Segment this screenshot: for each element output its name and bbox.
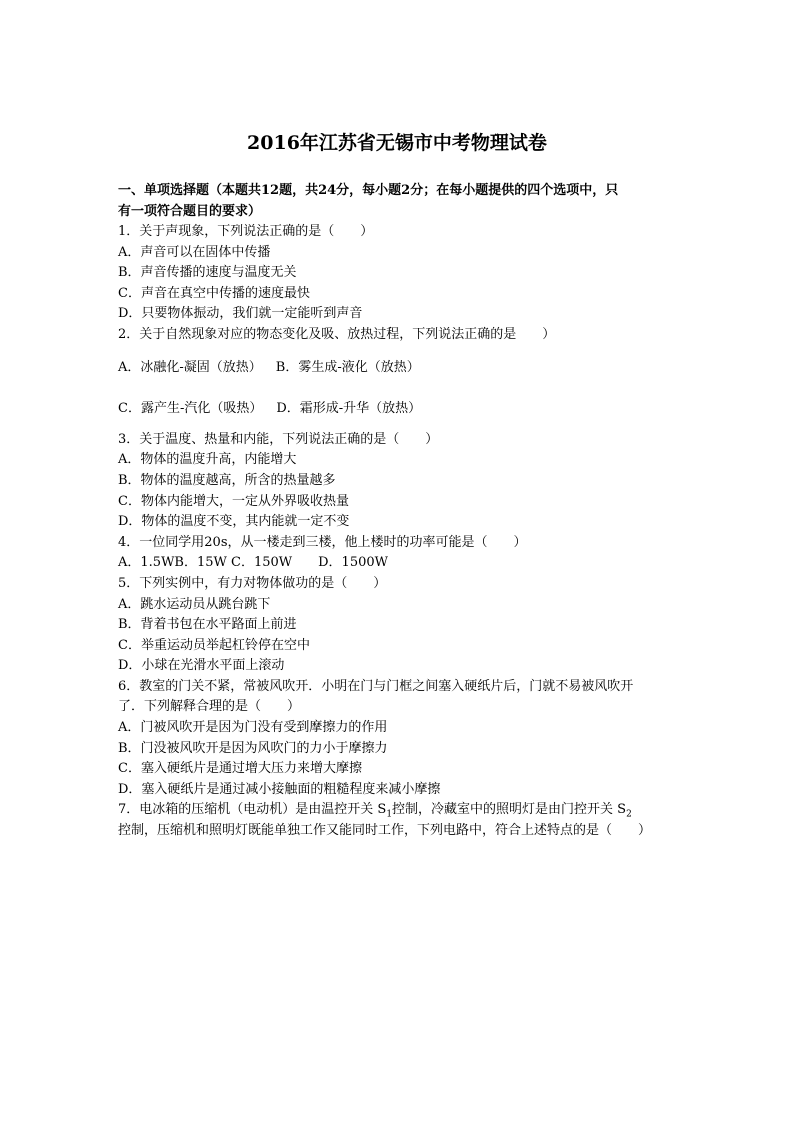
q7-stem-part-2: 控制，冷藏室中的照明灯是由门控开关 S	[392, 802, 627, 818]
q4-options: A．1.5WB．15W C．150W D．1500W	[118, 555, 389, 571]
q6-option-d: D．塞入硬纸片是通过减小接触面的粗糙程度来减小摩擦	[118, 781, 441, 797]
section-heading-line-2: 有一项符合题目的要求）	[118, 204, 262, 219]
q5-option-a: A．跳水运动员从跳台跳下	[118, 596, 271, 612]
q7-subscript-2: 2	[626, 810, 632, 821]
q2-stem: 2．关于自然现象对应的物态变化及吸、放热过程，下列说法正确的是 ）	[118, 326, 556, 342]
section-heading	[118, 180, 678, 222]
q3-stem: 3．关于温度、热量和内能，下列说法正确的是（ ）	[118, 431, 439, 447]
q2-option-b: B．雾生成-液化（放热）	[275, 359, 420, 375]
q3-option-a: A．物体的温度升高，内能增大	[118, 452, 297, 468]
q2-options-row-2	[118, 399, 678, 420]
q2-option-a: A．冰融化-凝固（放热）	[118, 359, 262, 375]
q1-option-b: B．声音传播的速度与温度无关	[118, 265, 297, 281]
page-title: 2016年江苏省无锡市中考物理试卷	[247, 132, 547, 154]
q5-option-c: C．举重运动员举起杠铃停在空中	[118, 637, 310, 653]
q4-stem: 4．一位同学用20s，从一楼走到三楼，他上楼时的功率可能是（ ）	[118, 534, 527, 550]
section-heading-line-1: 一、单项选择题（本题共12题，共24分，每小题2分；在每小题提供的四个选项中，只	[118, 183, 619, 198]
exam-content	[118, 180, 678, 842]
q5-option-b: B．背着书包在水平路面上前进	[118, 617, 297, 633]
q3-option-c: C．物体内能增大，一定从外界吸收热量	[118, 493, 349, 509]
q1-stem: 1．关于声现象，下列说法正确的是（ ）	[118, 224, 374, 239]
q5-stem: 5．下列实例中，有力对物体做功的是（ ）	[118, 575, 387, 591]
q6-option-a: A．门被风吹开是因为门没有受到摩擦力的作用	[118, 720, 388, 736]
q1-option-d: D．只要物体振动，我们就一定能听到声音	[118, 306, 363, 322]
q1-option-a: A．声音可以在固体中传播	[118, 244, 271, 260]
q2-option-d: D．霜形成-升华（放热）	[276, 401, 422, 417]
q6-option-c: C．塞入硬纸片是通过增大压力来增大摩擦	[118, 761, 362, 777]
q1-option-c: C．声音在真空中传播的速度最快	[118, 285, 310, 301]
q7-stem-line-1	[118, 800, 678, 821]
q5-option-d: D．小球在光滑水平面上滚动	[118, 658, 285, 674]
q7-stem-part-1: 7．电冰箱的压缩机（电动机）是由温控开关 S	[118, 802, 387, 818]
q7-stem-line-2: 控制，压缩机和照明灯既能单独工作又能同时工作，下列电路中，符合上述特点的是（ ）	[118, 823, 652, 839]
q2-option-c: C．露产生-汽化（吸热）	[118, 401, 263, 417]
q7-subscript-1: 1	[386, 810, 393, 821]
q6-stem-line-1: 6．教室的门关不紧，常被风吹开．小明在门与门框之间塞入硬纸片后，门就不易被风吹开	[118, 678, 634, 694]
q2-options-row-1	[118, 358, 678, 379]
q3-option-d: D．物体的温度不变，其内能就一定不变	[118, 514, 350, 530]
q6-stem-line-2: 了．下列解释合理的是（ ）	[118, 699, 301, 715]
q6-option-b: B．门没被风吹开是因为风吹门的力小于摩擦力	[118, 740, 388, 756]
q3-option-b: B．物体的温度越高，所含的热量越多	[118, 472, 336, 488]
